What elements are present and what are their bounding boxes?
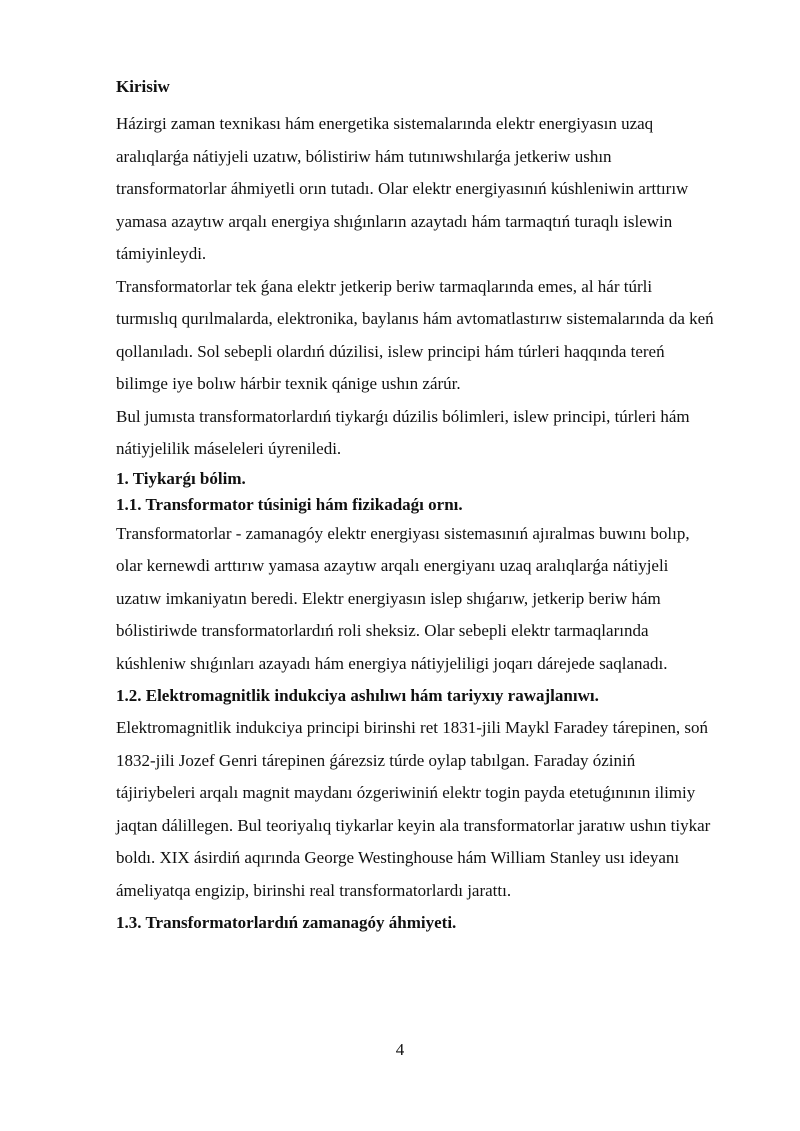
intro-paragraph-2: Transformatorlar tek ǵana elektr jetkerip beriw tarmaqlarında emes, al hár túrli turmıslıq qurılmalarda, elektronika, baylanıs hám avtomatlastırıw sistemalarında da keń qollanıladı. Sol sebepli olardıń dúzilisi, islew principi hám túrleri haqqında tereń bilimge iye bolıw hárbir texnik qánige ushın zárúr.	[116, 276, 714, 393]
page-content	[116, 74, 716, 939]
section-1-2-heading: 1.2. Elektromagnitlik indukciya ashılıwı hám tariyxıy rawajlanıwı.	[116, 686, 599, 705]
section-1-1-heading: 1.1. Transformator túsinigi hám fizikadaǵı ornı.	[116, 494, 463, 514]
intro-paragraph-1: Házirgi zaman texnikası hám energetika sistemalarında elektr energiyasın uzaq aralıqlarǵa nátiyjeli uzatıw, bólistiriw hám tutınıwshılarǵa jetkeriw ushın transformatorlar áhmiyetli orın tutadı. Olar elektr energiyasınıń kúshleniwin arttırıw yamasa azaytıw arqalı energiya shıǵınların azaytadı hám tarmaqtıń turaqlı islewin támiyinleydi.	[116, 114, 689, 263]
section-1-3-heading: 1.3. Transformatorlardıń zamanagóy áhmiyeti.	[116, 913, 457, 932]
intro-paragraph-3: Bul jumısta transformatorlardıń tiykarǵı dúzilis bólimleri, islew principi, túrleri hám nátiyjelilik máseleleri úyreniledi.	[116, 406, 690, 458]
section-1-1-paragraph: Transformatorlar - zamanagóy elektr energiyası sistemasınıń ajıralmas buwını bolıp, olar kernewdi arttırıw yamasa azaytıw arqalı energiyanı uzaq aralıqlarǵa nátiyjeli uzatıw imkaniyatın beredi. Elektr energiyasın islep shıǵarıw, jetkerip beriw hám bólistiriwde transformatorlardıń roli sheksiz. Olar sebepli elektr tarmaqlarında kúshleniw shıǵınları azayadı hám energiya nátiyjeliligi joqarı dárejede saqlanadı.	[116, 523, 690, 673]
section-1-heading: 1. Tiykarǵı bólim.	[116, 468, 246, 488]
page-number: 4	[395, 1040, 405, 1059]
document-title: Kirisiw	[116, 77, 170, 96]
section-1-2-paragraph: Elektromagnitlik indukciya principi birinshi ret 1831-jili Maykl Faradey tárepinen, soń 1832-jili Jozef Genri tárepinen ǵárezsiz túrde oylap tabılgan. Faraday óziniń tájiriybeleri arqalı magnit maydanı ózgeriwiniń elektr togin payda etetuǵınının ilimiy jaqtan dálillegen. Bul teoriyalıq tiykarlar keyin ala transformatorlar jaratıw ushın tiykar boldı. XIX ásirdiń aqırında George Westinghouse hám William Stanley usı ideyanı ámeliyatqa engizip, birinshi real transformatorlardı jarattı.	[116, 718, 711, 900]
